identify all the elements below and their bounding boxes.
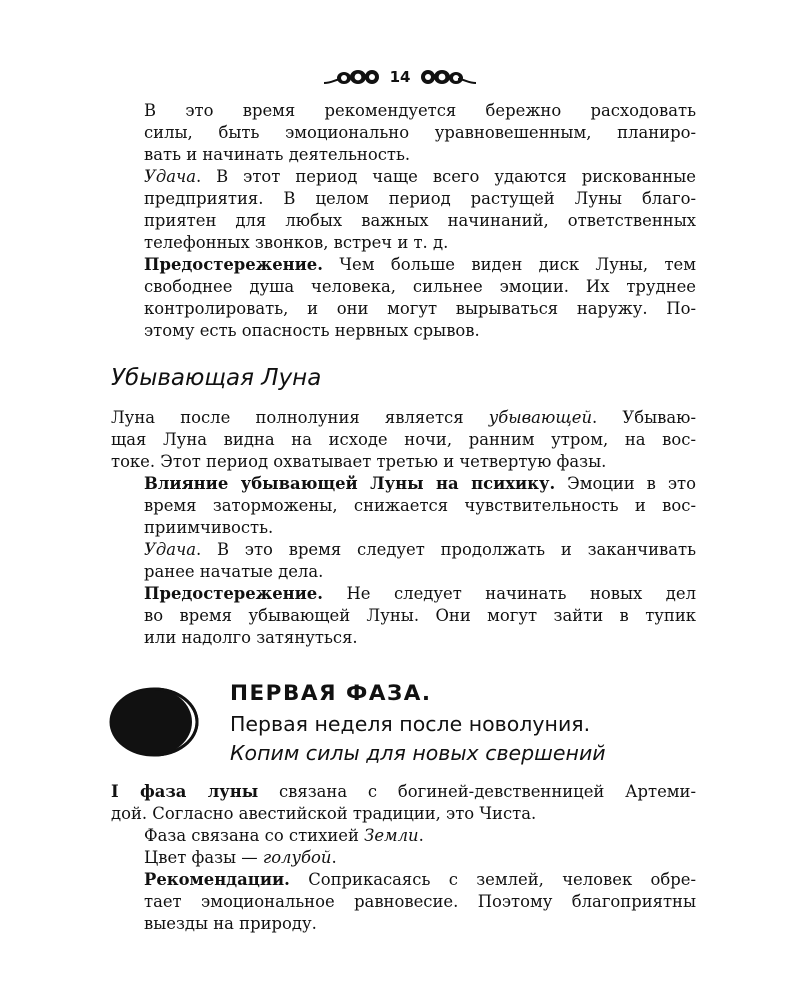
paragraph-recommendations: Рекомендации. Соприкасаясь с землей, человек обре- тает эмоциональное равновесие. Поэтому благоприятны выезды на природу.: [144, 870, 696, 933]
phase-subtitle: Первая неделя после новолуния.: [230, 712, 591, 736]
paragraph-luck-waxing: Удача. В этот период чаще всего удаются рискованные предприятия. В целом период растущей Луны благо- приятен для любых важных начинаний, ответственных телефонных звонков, встреч и т. д.: [144, 167, 696, 252]
warning-label: Предостережение.: [144, 584, 323, 603]
paragraph-element: Фаза связана со стихией Земли.: [144, 826, 424, 845]
paragraph-warning-waning: Предостережение. Не следует начинать новых дел во время убывающей Луны. Они могут зайти в тупик или надолго затянуться.: [144, 584, 696, 647]
paragraph-advice: В это время рекомендуется бережно расходовать силы, быть эмоционально уравновешенным, планиро- вать и начинать деятельность.: [144, 101, 696, 164]
paragraph-phase-intro: I фаза луны связана с богиней-девственницей Артеми- дой. Согласно авестийской традиции, это Чиста.: [111, 782, 696, 823]
waning-term: убывающей: [488, 408, 593, 427]
page-header: [0, 64, 800, 90]
page-number: 14: [389, 68, 411, 86]
moon-phase-icon: [108, 686, 200, 758]
luck-label: Удача: [144, 540, 196, 559]
color-name: голубой: [262, 848, 332, 867]
right-ornament-icon: [420, 67, 478, 87]
paragraph-color: Цвет фазы — голубой.: [144, 848, 337, 867]
recommendations-label: Рекомендации.: [144, 870, 290, 889]
element-name: Земли: [364, 826, 419, 845]
section-title: Убывающая Луна: [111, 365, 322, 391]
paragraph-luck-waning: Удача. В это время следует продолжать и заканчивать ранее начатые дела.: [144, 540, 696, 581]
luck-label: Удача: [144, 167, 196, 186]
paragraph-waning-intro: Луна после полнолуния является убывающей. Убываю- щая Луна видна на исходе ночи, ранним утром, на вос- токе. Этот период охватывает третью и четвертую фазы.: [111, 408, 696, 471]
influence-label: Влияние убывающей Луны на психику.: [144, 474, 556, 493]
warning-label: Предостережение.: [144, 255, 323, 274]
phase-title: ПЕРВАЯ ФАЗА.: [230, 681, 432, 706]
phase-intro-label: I фаза луны: [111, 782, 259, 801]
left-ornament-icon: [322, 67, 380, 87]
phase-motto: Копим силы для новых свершений: [230, 741, 606, 765]
paragraph-influence: Влияние убывающей Луны на психику. Эмоции в это время заторможены, снижается чувствительность и вос- приимчивость.: [144, 474, 696, 537]
paragraph-warning-waxing: Предостережение. Чем больше виден диск Луны, тем свободнее душа человека, сильнее эмоции. Их труднее контролировать, и они могут вырываться наружу. По- этому есть опасность нервных срывов.: [144, 255, 696, 340]
